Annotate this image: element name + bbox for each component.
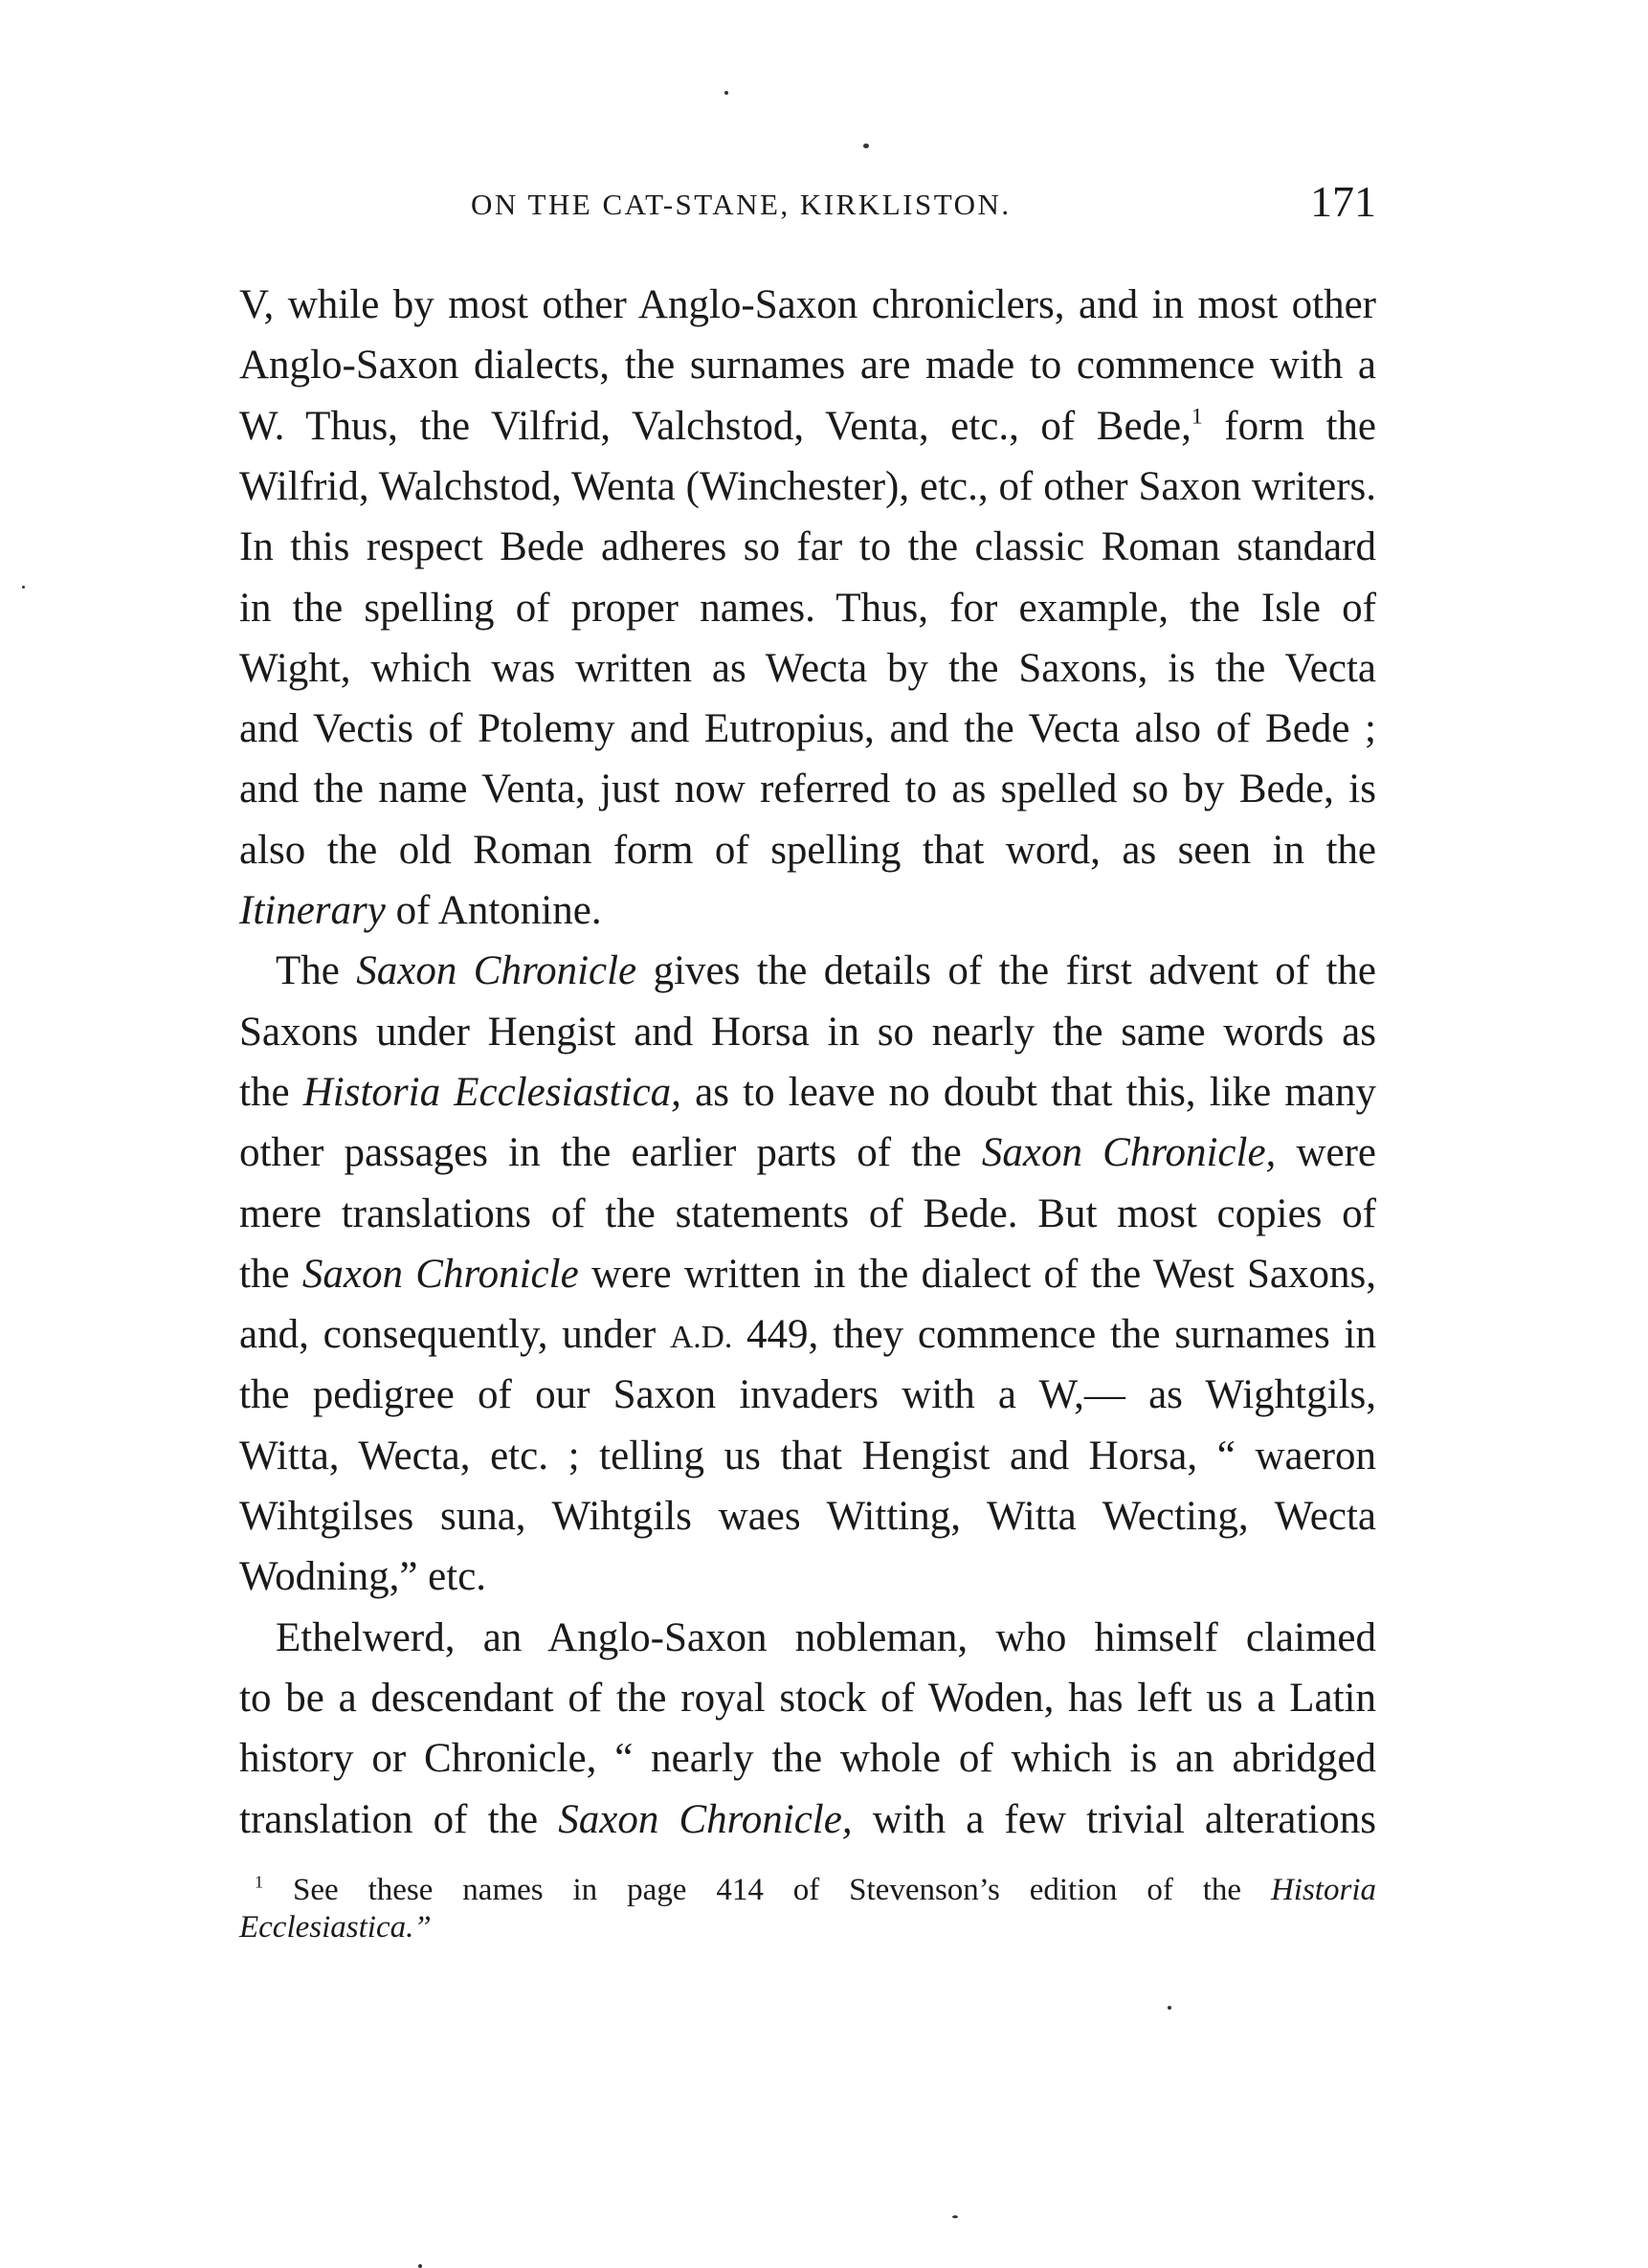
text-line bbox=[239, 275, 1376, 335]
scan-speck bbox=[418, 2264, 422, 2268]
text-line bbox=[239, 1546, 1376, 1607]
text-run: Saxons under Hengist and Horsa in so nearly the same words as bbox=[239, 1009, 1376, 1055]
text-line bbox=[239, 517, 1376, 577]
italic-title: Historia Ecclesiastica, bbox=[302, 1069, 681, 1115]
text-run: the pedigree of our Saxon invaders with a W,— as Wightgils, bbox=[239, 1372, 1376, 1418]
text-run: See these names in page 414 of Stevenson’s edition of the bbox=[263, 1873, 1271, 1907]
footnote-marker: 1 bbox=[255, 1872, 264, 1892]
italic-title: Ecclesiastica.” bbox=[239, 1910, 432, 1945]
text-line bbox=[239, 1304, 1376, 1365]
text-line bbox=[239, 1123, 1376, 1183]
text-run: form the bbox=[1202, 403, 1377, 449]
text-run: Wihtgilses suna, Wihtgils waes Witting, Witta Wecting, Wecta bbox=[239, 1494, 1376, 1539]
text-run: other passages in the earlier parts of the bbox=[239, 1130, 982, 1176]
page-number: 171 bbox=[1310, 177, 1376, 226]
text-run: Witta, Wecta, etc. ; telling us that Hengist and Horsa, “ waeron bbox=[239, 1433, 1376, 1479]
text-line bbox=[239, 638, 1376, 699]
italic-title: Saxon Chronicle bbox=[301, 1251, 579, 1297]
footnote-line bbox=[255, 1871, 1376, 1909]
text-line bbox=[239, 456, 1376, 517]
text-run: Wodning,” etc. bbox=[239, 1554, 487, 1600]
text-run: were written in the dialect of the West Saxons, bbox=[578, 1251, 1376, 1297]
text-line bbox=[239, 1486, 1376, 1546]
text-run: and the name Venta, just now referred to as spelled so by Bede, is bbox=[239, 767, 1376, 812]
text-line bbox=[276, 1608, 1376, 1668]
text-run: in the spelling of proper names. Thus, for example, the Isle of bbox=[239, 585, 1376, 631]
text-line bbox=[239, 1184, 1376, 1244]
italic-title: Saxon Chronicle, bbox=[981, 1130, 1277, 1176]
scan-speck bbox=[952, 2215, 958, 2218]
text-run: Wilfrid, Walchstod, Wenta (Winchester), etc., of other Saxon writers. bbox=[239, 463, 1376, 509]
text-run: gives the details of the first advent of the bbox=[636, 948, 1376, 994]
text-run: Anglo-Saxon dialects, the surnames are made to commence with a bbox=[239, 343, 1376, 389]
text-run: mere translations of the statements of Bede. But most copies of bbox=[239, 1190, 1376, 1236]
text-line bbox=[276, 941, 1376, 1001]
italic-title: Saxon Chronicle, bbox=[558, 1796, 853, 1842]
text-line bbox=[239, 1244, 1376, 1304]
text-run: A.D. bbox=[670, 1320, 733, 1356]
text-run: the bbox=[239, 1069, 303, 1115]
text-run: as to leave no doubt that this, like many bbox=[680, 1069, 1376, 1115]
text-run: of Antonine. bbox=[385, 888, 602, 933]
footnote-line bbox=[239, 1908, 1376, 1946]
text-run: V, while by most other Anglo-Saxon chroniclers, and in most other bbox=[239, 282, 1376, 327]
text-run: history or Chronicle, “ nearly the whole of which is an abridged bbox=[239, 1736, 1376, 1782]
text-line bbox=[239, 1668, 1376, 1728]
text-run: and, consequently, under bbox=[239, 1312, 671, 1358]
text-run: the bbox=[239, 1251, 302, 1297]
text-run: 449, they commence the surnames in bbox=[732, 1312, 1376, 1358]
text-run: The bbox=[276, 948, 357, 994]
text-line bbox=[239, 1365, 1376, 1425]
text-line bbox=[239, 1426, 1376, 1486]
text-run: translation of the bbox=[239, 1796, 559, 1842]
text-run: to be a descendant of the royal stock of Woden, has left us a Latin bbox=[239, 1675, 1376, 1721]
text-run: and Vectis of Ptolemy and Eutropius, and the Vecta also of Bede ; bbox=[239, 706, 1376, 752]
text-run: also the old Roman form of spelling that word, as seen in the bbox=[239, 827, 1376, 873]
footnote-marker: 1 bbox=[1191, 404, 1203, 430]
scan-speck bbox=[22, 586, 25, 589]
text-run: Wight, which was written as Wecta by the Saxons, is the Vecta bbox=[239, 645, 1376, 691]
italic-title: Historia bbox=[1270, 1873, 1376, 1907]
text-line bbox=[239, 1728, 1376, 1789]
text-run: with a few trivial alterations bbox=[852, 1796, 1376, 1842]
italic-title: Saxon Chronicle bbox=[356, 948, 637, 994]
text-line bbox=[239, 335, 1376, 395]
text-line bbox=[239, 1790, 1376, 1850]
text-line bbox=[239, 699, 1376, 759]
text-run: were bbox=[1276, 1130, 1376, 1176]
text-line bbox=[239, 578, 1376, 638]
running-title: ON THE CAT-STANE, KIRKLISTON. bbox=[471, 188, 1012, 221]
text-line bbox=[239, 396, 1376, 456]
text-line bbox=[239, 1062, 1376, 1123]
text-line bbox=[239, 880, 1376, 941]
text-line bbox=[239, 1002, 1376, 1062]
text-line bbox=[239, 820, 1376, 880]
scan-speck bbox=[1168, 2006, 1171, 2010]
text-run: Ethelwerd, an Anglo-Saxon nobleman, who himself claimed bbox=[276, 1614, 1376, 1660]
text-line bbox=[239, 759, 1376, 819]
scan-speck bbox=[724, 91, 728, 95]
text-run: W. Thus, the Vilfrid, Valchstod, Venta, etc., of Bede, bbox=[239, 403, 1191, 449]
italic-title: Itinerary bbox=[239, 888, 386, 933]
text-run: In this respect Bede adheres so far to the classic Roman standard bbox=[239, 524, 1376, 570]
scan-speck bbox=[863, 144, 869, 148]
